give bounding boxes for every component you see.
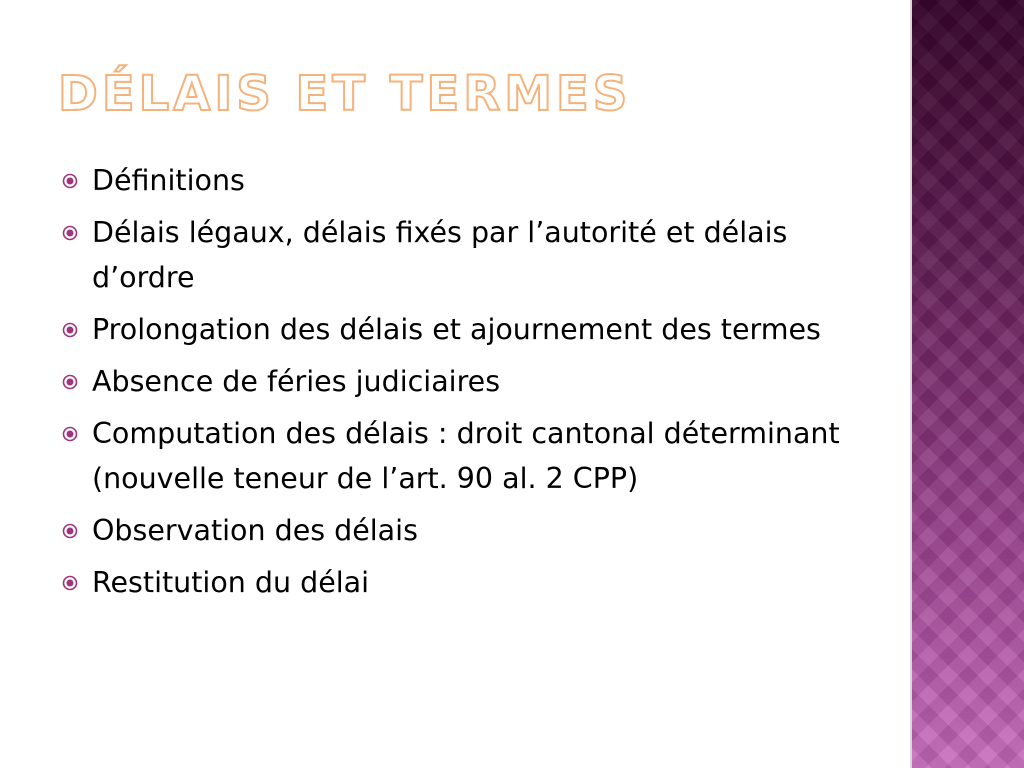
bullet-item <box>60 411 860 501</box>
radio-bullet-icon <box>62 322 78 338</box>
side-decorative-band <box>912 0 1024 768</box>
bullet-item <box>60 307 860 352</box>
radio-bullet-icon <box>62 225 78 241</box>
bullet-item <box>60 359 860 404</box>
bullet-text: Prolongation des délais et ajournement des termes <box>92 313 821 346</box>
radio-bullet-icon <box>62 173 78 189</box>
bullet-text: Restitution du délai <box>92 566 370 599</box>
radio-bullet-icon <box>62 575 78 591</box>
bullet-item <box>60 508 860 553</box>
bullet-text: Délais légaux, délais fixés par l’autorité et délais d’ordre <box>92 216 788 294</box>
bullet-text: Computation des délais : droit cantonal déterminant (nouvelle teneur de l’art. 90 al. 2 CPP) <box>92 417 840 495</box>
bullet-item <box>60 158 860 203</box>
slide-title: DÉLAIS ET TERMES <box>58 66 632 122</box>
bullet-item <box>60 210 860 300</box>
bullet-list <box>60 158 860 612</box>
bullet-text: Absence de féries judiciaires <box>92 365 501 398</box>
radio-bullet-icon <box>62 523 78 539</box>
bullet-item <box>60 560 860 605</box>
radio-bullet-icon <box>62 426 78 442</box>
bullet-text: Observation des délais <box>92 514 418 547</box>
radio-bullet-icon <box>62 374 78 390</box>
bullet-text: Définitions <box>92 164 245 197</box>
